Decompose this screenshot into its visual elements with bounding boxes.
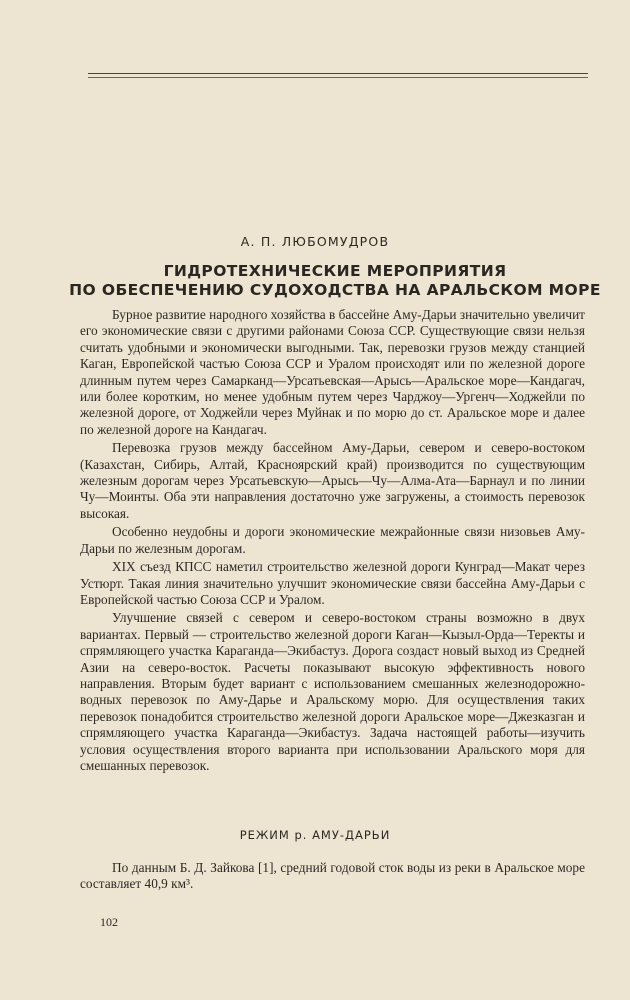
article-title — [60, 262, 610, 300]
title-line-1: ГИДРОТЕХНИЧЕСКИЕ МЕРОПРИЯТИЯ — [163, 262, 507, 280]
title-line-2: ПО ОБЕСПЕЧЕНИЮ СУДОХОДСТВА НА АРАЛЬСКОМ МОРЕ — [69, 281, 601, 299]
paragraph: Улучшение связей с севером и северо-востоком страны возможно в двух вариантах. Первый — строительство железной дороги Каган—Кызыл-Орда—Теректы и спрямляющего участка Караганда—Экибастуз. Дорога создаст новый выход из Средней Азии на северо-восток. Расчеты показывают высокую эффективность нового направления. Вторым будет вариант с использованием смешанных железнодорожно-водных перевозок по Аму-Дарье и Аральскому морю. Для осуществления таких перевозок понадобится строительство железной дороги Аральское море—Джезказган и спрямляющего участка Караганда—Экибастуз. Задача настоящей работы—изучить условия осуществления второго варианта при использовании Аральского моря для смешанных перевозок. — [80, 610, 585, 773]
article-body — [80, 307, 585, 776]
header-rule — [88, 73, 588, 74]
paragraph: По данным Б. Д. Зайкова [1], средний годовой сток воды из реки в Аральское море составляет 40,9 км³. — [80, 860, 585, 892]
page-number: 102 — [100, 915, 118, 929]
section-heading: РЕЖИМ р. АМУ-ДАРЬИ — [239, 828, 391, 842]
paragraph: Особенно неудобны и дороги экономические межрайонные связи низовьев Аму-Дарьи по железным дорогам. — [80, 524, 585, 556]
paragraph: XIX съезд КПСС наметил строительство железной дороги Кунград—Макат через Устюрт. Такая линия значительно улучшит экономические связи бассейна Аму-Дарьи с Европейской частью Союза ССР и Уралом. — [80, 559, 585, 607]
header-rule-thin — [88, 77, 588, 78]
paragraph: Перевозка грузов между бассейном Аму-Дарьи, севером и северо-востоком (Казахстан, Сибирь, Алтай, Красноярский край) производится по существующим железным дорогам через Урсатьевскую—Арысь—Чу—Алма-Ата—Барнаул и по линии Чу—Моинты. Оба эти направления достаточно уже загружены, а стоимость перевозок высокая. — [80, 440, 585, 521]
author: А. П. ЛЮБОМУДРОВ — [240, 234, 390, 249]
paragraph: Бурное развитие народного хозяйства в бассейне Аму-Дарьи значительно увеличит его экономические связи с другими районами Союза ССР. Существующие связи нельзя считать удобными и экономически выгодными. Так, перевозки грузов между станцией Каган, Европейской частью Союза ССР и Уралом происходят или по железной дороге длинным путем через Самарканд—Урсатьевская—Арысь—Аральское море—Кандагач, или более коротким, но менее удобным путем через Чарджоу—Ургенч—Ходжейли по железной дороге, от Ходжейли через Муйнак и по морю до ст. Аральское море и далее по железной дороге на Кандагач. — [80, 307, 585, 437]
section-body — [80, 860, 585, 893]
